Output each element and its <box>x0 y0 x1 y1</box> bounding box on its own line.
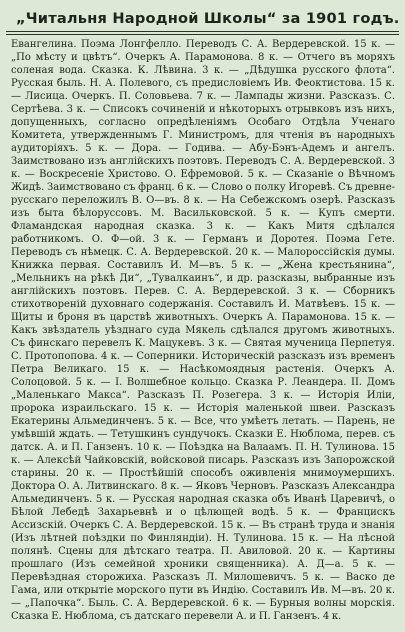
title-rule-lower <box>6 34 399 35</box>
title-rule-upper <box>6 31 399 32</box>
book-list-text: Евангелина. Поэма Лонгфелло. Переводъ С. А. Вердеревской. 15 к. — „По мѣсту и цвѣтъ“. Очеркъ А. Парамонова. 8 к. — Отчего въ моряхъ соленая вода. Сказка. К. Лѣвина. 3 к. — „Дѣдушка русского флота“. Русская быль. Н. А. Полевого, съ предисловіемъ Ив. Феоктистова. 15 к. — Лисица. Очеркъ. П. Соловьева. 7 к. — Лампады жизни. Разсказъ. С. Сертѣева. 3 к. — Списокъ сочиненій и нѣкоторыхъ отрывковъ изъ нихъ, допущенныхъ, согласно опредѣленіямъ Особаго Отдѣла Ученаго Комитета, утвержденнымъ Г. Министромъ, для чтенія въ народныхъ аудиторіяхъ. 5 к. — Дора. — Годива. — Абу-Бэнъ-Адемъ и ангелъ. Заимствовано изъ англійскихъ поэтовъ. Переводъ С. А. Вердеревской. 3 к. — Воскресеніе Христово. О. Ефремовой. 5 к. — Сказаніе о Вѣчномъ Жидѣ. Заимствовано съ франц. 6 к. — Слово о полку Игоревѣ. Съ древне-русскаго переложилъ В. О—въ. 8 к. — На Себежскомъ озерѣ. Разсказъ изъ быта бѣлоруссовъ. М. Васильковской. 5 к. — Купъ смерти. Фламандская народная сказка. 3 к. — Какъ Митя сдѣлался работникомъ. О. Ф—ой. 3 к. — Германъ и Доротея. Поэма Гете. Переводъ съ нѣмецк. С. А. Вердеревской. 20 к. — Малороссійскія думы. Книжка первая. Составилъ И. М—въ. 5 к. — „Жена крестьянина“, „Мельникъ на рѣкѣ Ди“, „Тувалкаинъ“, и др. разсказы, выбранные изъ англійскихъ поэтовъ. Перев. С. А. Вердеревской. 3 к. — Сборникъ стихотвореній духовнаго содержанія. Составилъ И. Матвѣевъ. 15 к. — Щиты и броня въ царствѣ животныхъ. Очеркъ А. Парамонова. 15 к. — Какъ звѣздатель уѣзднаго суда Мякель сдѣлался другомъ животныхъ. Съ финскаго перевелъ К. Мацукевъ. 3 к. — Святая мученица Перпетуя. С. Протопопова. 4 к. — Соперники. Историческій разсказъ изъ временъ Петра Великаго. 15 к. — Насѣкомоядныя растенія. Очеркъ А. Солоцовой. 5 к. — I. Волшебное кольцо. Сказка Р. Леандера. II. Домъ „Маленькаго Макса“. Разсказъ П. Розегера. 3 к. — Исторія Иліи, пророка израильскаго. 15 к. — Исторія маленькой швеи. Разсказъ Екатерины Альмединченъ. 5 к. — Все, что умѣетъ летать. — Парень, не умѣвшій ждать. — Тетушкинъ сундучокъ. Сказки Е. Нюблома, перев. съ датск. А. и П. Ганзенъ. 10 к. — Поѣздка на Валаамъ. П. Н. Тулинова. 15 к. — Алексѣй Чайковскій, войсковой писарь. Разсказъ изъ Запорожской старины. 20 к. — Простѣйшій способъ оживленія мнимоумершихъ. Доктора О. А. Литвинскаго. 8 к. — Яковъ Черновъ. Разсказъ Александра Альмединченъ. 5 к. — Русская народная сказка объ Иванѣ Царевичѣ, о Бѣлой Лебедѣ Захарьевнѣ и о цѣлющей водѣ. 5 к. — Францискъ Ассизскій. Очеркъ С. А. Вердеревской. 15 к. — Въ странѣ труда и знанія (Изъ лѣтней поѣздки по Финляндіи). Н. Тулинова. 15 к. — На лѣсной полянѣ. Сцены для дѣтскаго театра. П. Авиловой. 20 к. — Картины прошлаго (Изъ семейной хроники священника). А. Д—а. 5 к. — Перевѣздная сторожиха. Разсказъ Л. Милошевичъ. 5 к. — Васко де Гама, или открытіе морского пути въ Индію. Составилъ Ив. М—въ. 20 к. — „Папочка“. Быль. С. А. Вердеревской. 6 к. — Бурныя волны морскія. Сказка Е. Нюблома, съ датскаго перевели А. и П. Ганзенъ. 4 к. <box>11 39 395 622</box>
book-list <box>11 38 395 626</box>
page-title: „Читальня Народной Школы“ за 1901 годъ. <box>16 10 400 27</box>
